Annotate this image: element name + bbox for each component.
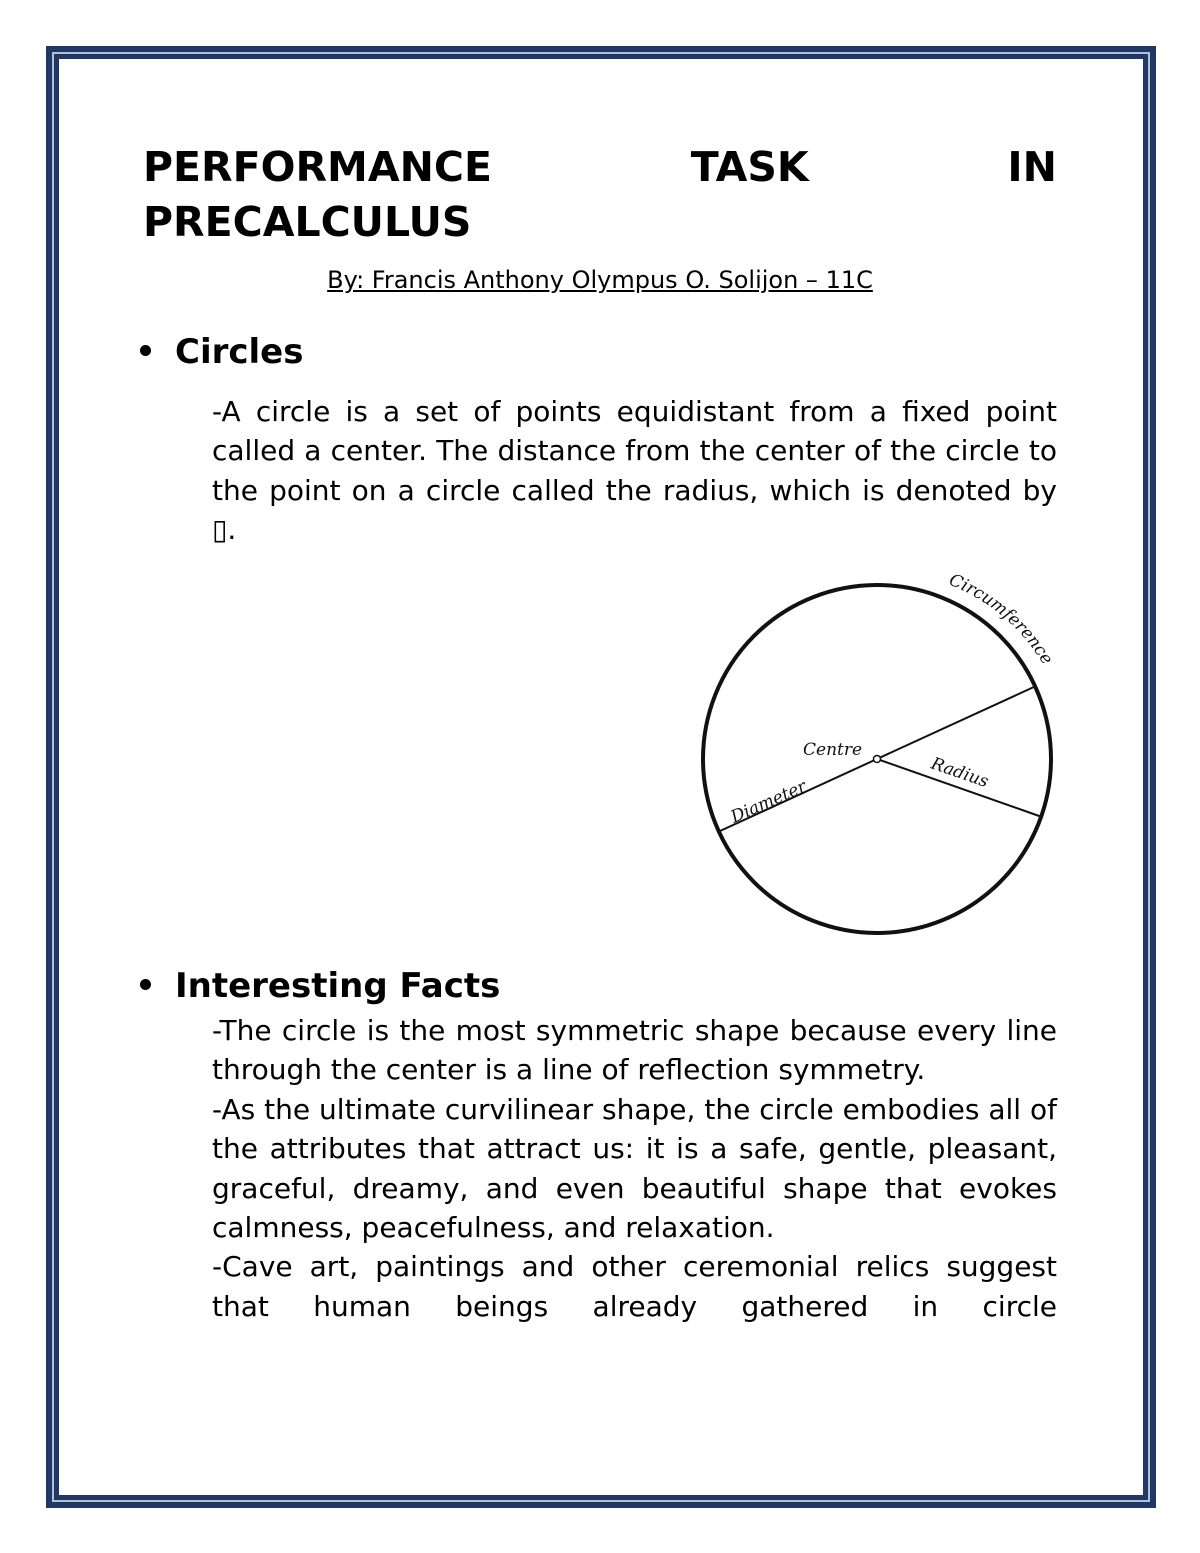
circle-diagram	[690, 570, 1070, 950]
paragraph: -A circle is a set of points equidistant from a fixed point called a center. The distance from the center of the circle to the point on a circle called the radius, which is denoted by ▯.	[212, 395, 1057, 547]
circumference-label: Circumference	[946, 570, 1057, 669]
document-title	[143, 140, 1057, 250]
title-line-1: PERFORMANCE TASK IN	[143, 143, 1057, 191]
centre-label: Centre	[803, 740, 863, 760]
heading-text: Circles	[175, 332, 304, 372]
radius-label: Radius	[928, 753, 991, 793]
heading-interesting-facts	[140, 966, 500, 1006]
bullet-icon	[140, 345, 151, 356]
heading-circles	[140, 332, 303, 372]
facts-paragraphs	[212, 1011, 1057, 1326]
title-line-2: PRECALCULUS	[143, 198, 472, 246]
centre-point	[874, 756, 881, 763]
heading-text: Interesting Facts	[175, 966, 501, 1006]
diameter-label: Diameter	[727, 776, 810, 828]
paragraph: -Cave art, paintings and other ceremonial relics suggest that human beings already gathered in circle	[212, 1250, 1057, 1323]
byline: By: Francis Anthony Olympus O. Solijon – 11C	[327, 266, 873, 294]
circles-paragraph	[212, 392, 1057, 550]
paragraph: -As the ultimate curvilinear shape, the circle embodies all of the attributes that attract us: it is a safe, gentle, pleasant, graceful, dreamy, and even beautiful shape that evokes calmness, peacefulness, and relaxation.	[212, 1092, 1057, 1245]
bullet-icon	[140, 979, 151, 990]
paragraph: -The circle is the most symmetric shape because every line through the center is a line of reflection symmetry.	[212, 1014, 1057, 1087]
